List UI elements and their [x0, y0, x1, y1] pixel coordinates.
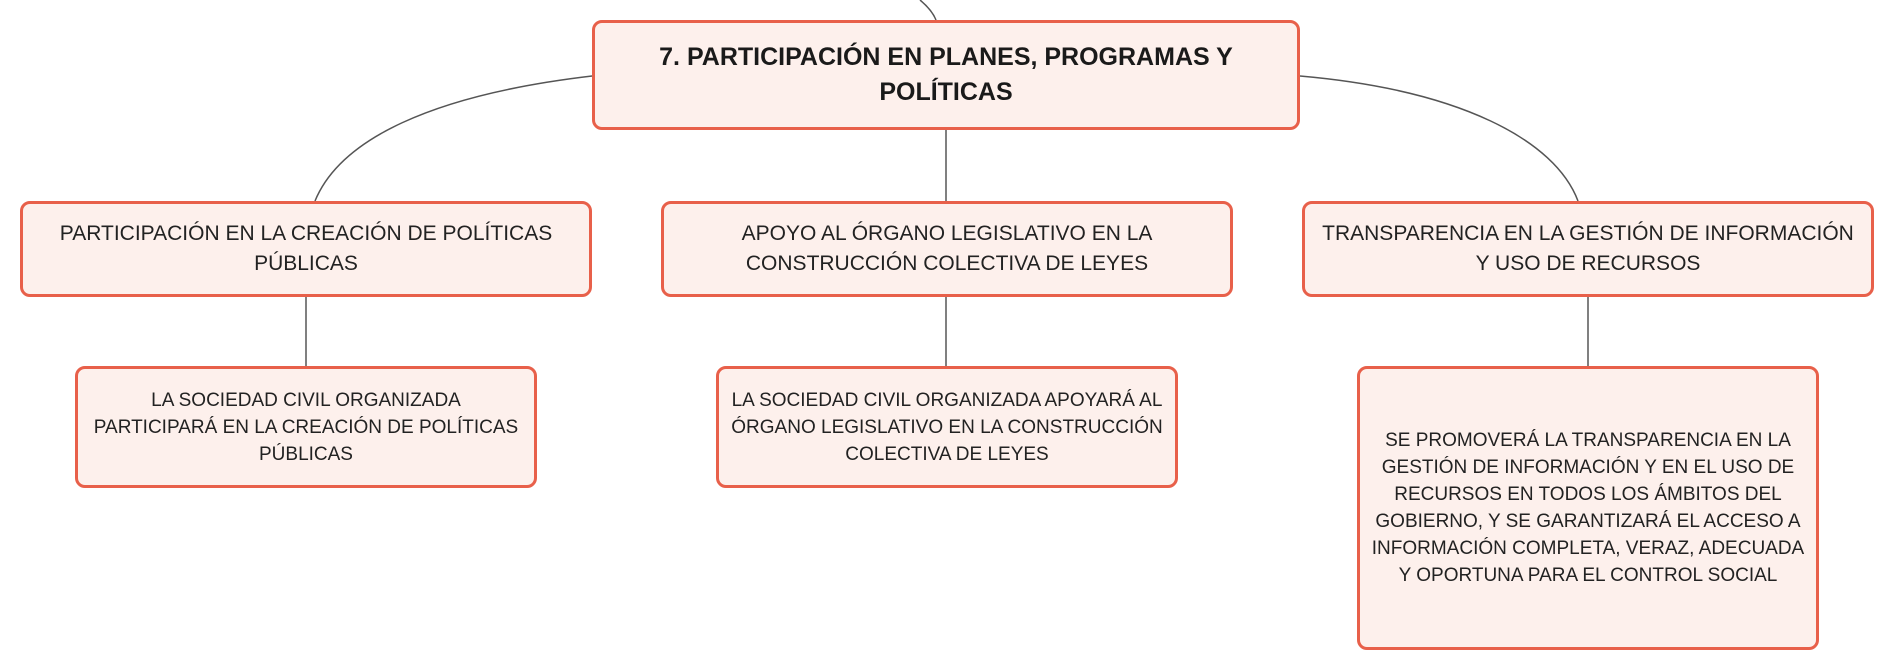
detail-node-organo-legislativo[interactable] — [716, 366, 1178, 488]
connector-root-to-branch-1 — [315, 76, 592, 201]
branch-node-transparencia[interactable] — [1302, 201, 1874, 297]
detail-text: LA SOCIEDAD CIVIL ORGANIZADA PARTICIPARÁ EN LA CREACIÓN DE POLÍTICAS PÚBLICAS — [93, 389, 519, 465]
detail-text: SE PROMOVERÁ LA TRANSPARENCIA EN LA GESTIÓN DE INFORMACIÓN Y EN EL USO DE RECURSOS EN TODOS LOS ÁMBITOS DEL GOBIERNO, Y SE GARANTIZARÁ EL ACCESO A INFORMACIÓN COMPLETA, VERAZ, ADECUADA Y OPORTUNA PARA EL CONTROL SOCIAL — [1371, 430, 1805, 586]
root-node[interactable] — [592, 20, 1300, 130]
branch-label: TRANSPARENCIA EN LA GESTIÓN DE INFORMACIÓN Y USO DE RECURSOS — [1322, 222, 1854, 275]
branch-node-politicas-publicas[interactable] — [20, 201, 592, 297]
detail-text: LA SOCIEDAD CIVIL ORGANIZADA APOYARÁ AL ÓRGANO LEGISLATIVO EN LA CONSTRUCCIÓN COLECTIVA DE LEYES — [731, 389, 1163, 465]
connector-from-parent — [920, 0, 936, 20]
branch-label: APOYO AL ÓRGANO LEGISLATIVO EN LA CONSTRUCCIÓN COLECTIVA DE LEYES — [741, 222, 1153, 275]
detail-node-politicas-publicas[interactable] — [75, 366, 537, 488]
root-title: 7. PARTICIPACIÓN EN PLANES, PROGRAMAS Y POLÍTICAS — [659, 43, 1233, 106]
branch-label: PARTICIPACIÓN EN LA CREACIÓN DE POLÍTICAS PÚBLICAS — [59, 222, 553, 275]
detail-node-transparencia[interactable] — [1357, 366, 1819, 650]
connector-root-to-branch-3 — [1300, 76, 1578, 201]
branch-node-organo-legislativo[interactable] — [661, 201, 1233, 297]
